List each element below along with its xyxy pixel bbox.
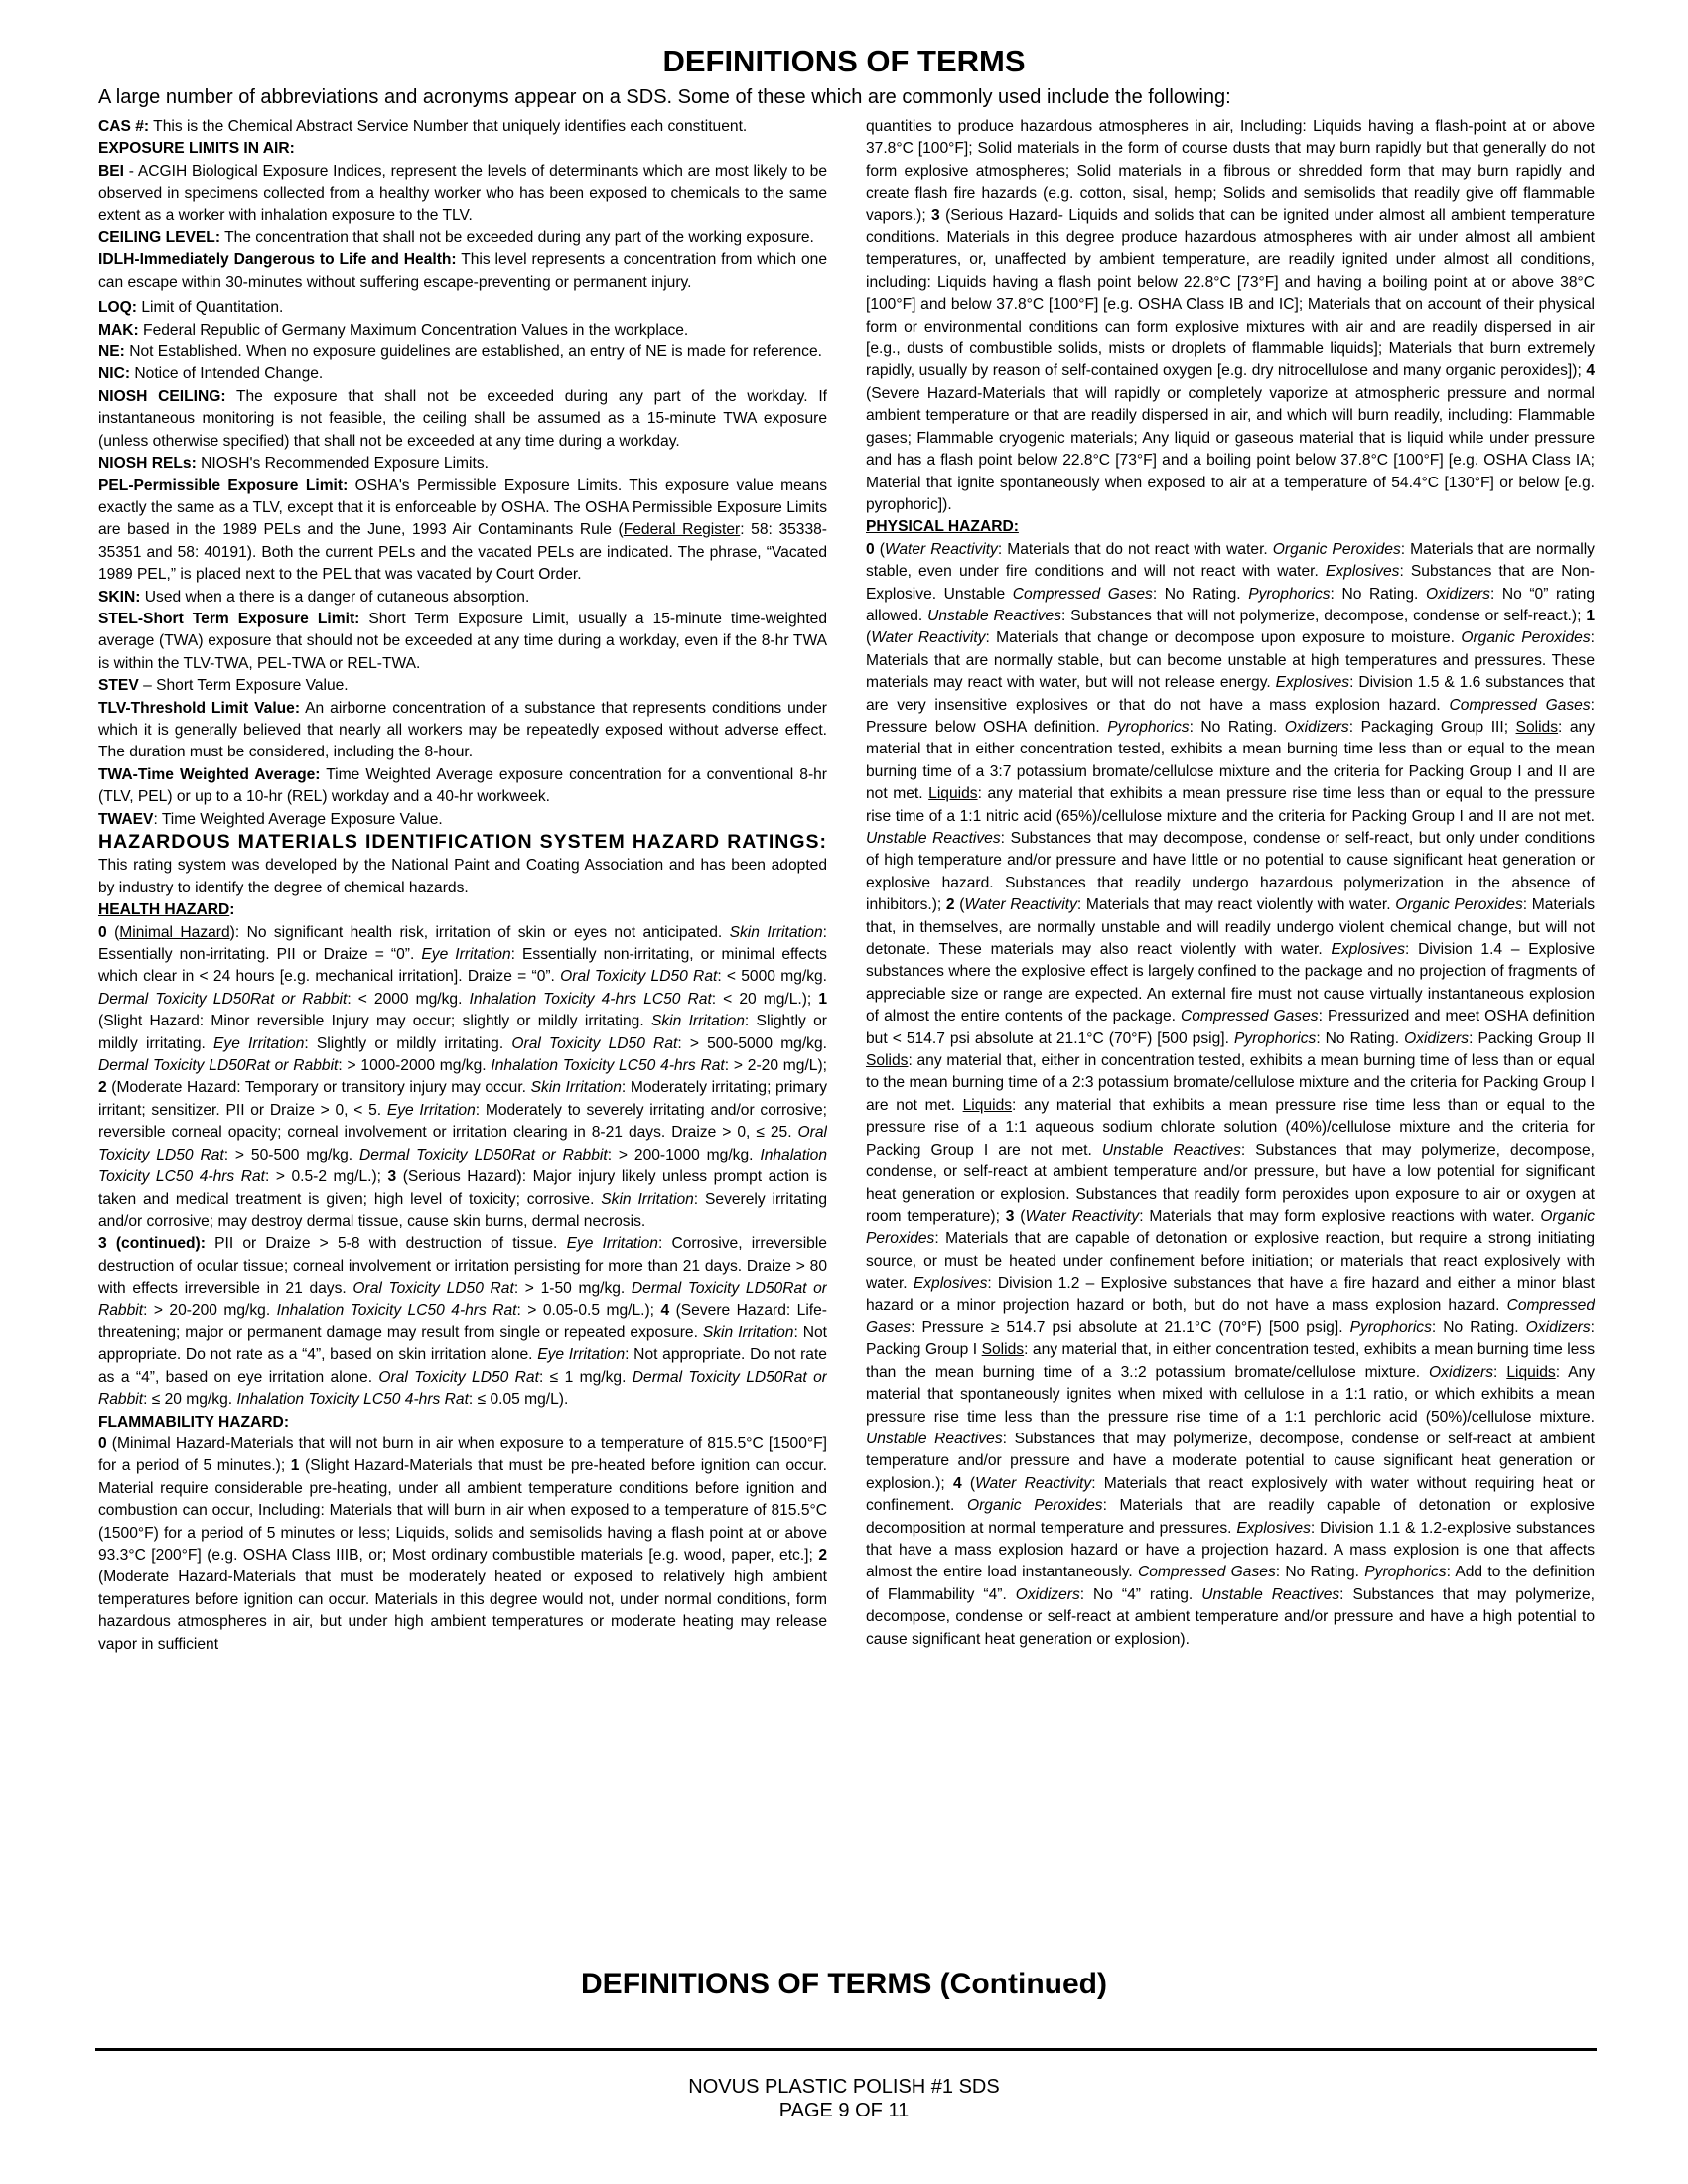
physical-hazard-text: 0 (Water Reactivity: Materials that do not react with water. Organic Peroxides: Materials that are normally stable, even under fire conditions and will not react with water. Explosives: Substances that are Non-Explosive. Unstable Compressed Gases: No Rating. Pyrophorics: No Rating. Oxidizers: No “0” rating allowed. Unstable Reactives: Substances that will not polymerize, decompose, condense or self-react.); 1 (Water Reactivity: Materials that change or decompose upon exposure to moisture. Organic Peroxides: Materials that are normally stable, but can become unstable at high temperatures and pressures. These materials may react with water, but will not release energy. Explosives: Division 1.5 & 1.6 substances that are very insensitive explosives or that do not have a mass explosion hazard. Compressed Gases: Pressure below OSHA definition. Pyrophorics: No Rating. Oxidizers: Packaging Group III; Solids: any material that in either concentration tested, exhibits a mean burning time less than or equal to the mean burning time of a 3:7 potassium bromate/cellulose mixture and the criteria for Packing Group I and II are not met. Liquids: any material that exhibits a mean pressure rise time less than or equal to the pressure rise time of a 1:1 nitric acid (65%)/cellulose mixture and the criteria for Packing Group I and II are not met. Unstable Reactives: Substances that may decompose, condense or self-react, but only under conditions of high temperature and/or pressure and have little or no potential to cause significant heat generation or explosive hazard. Substances that readily undergo hazardous polymerization in the absence of inhibitors.); 2 (Water Reactivity: Materials that may react violently with water. Organic Peroxides: Materials that, in themselves, are normally unstable and will readily undergo violent chemical change, but will not detonate. These materials may also react violently with water. Explosives: Division 1.4 – Explosive substances where the explosive effect is largely confined to the package and no projection of fragments of appreciable size or range are expected. An external fire must not cause virtually instantaneous explosion of almost the entire contents of the package. Compressed Gases: Pressurized and meet OSHA definition but < 514.7 psi absolute at 21.1°C (70°F) [500 psig]. Pyrophorics: No Rating. Oxidizers: Packing Group II Solids: any material that, either in concentration tested, exhibits a mean burning time of less than or equal to the mean burning time of a 2:3 potassium bromate/cellulose mixture and the criteria for Packing Group I are not met. Liquids: any material that exhibits a mean pressure rise time less than or equal to the pressure rise of a 1:1 aqueous sodium chlorate solution (40%)/cellulose mixture and the criteria for Packing Group I are not met. Unstable Reactives: Substances that may polymerize, decompose, condense, or self-react at ambient temperature and/or pressure, but have a low potential for significant heat generation or explosion. Substances that readily form peroxides upon exposure to air or oxygen at room temperature); 3 (Water Reactivity: Materials that may form explosive reactions with water. Organic Peroxides: Materials that are capable of detonation or explosive reaction, but require a strong initiating source, or must be heated under confinement before initiation; or materials that react explosively with water. Explosives: Division 1.2 – Explosive substances that have a fire hazard and either a minor blast hazard or a minor projection hazard or both, but do not have a mass explosion hazard. Compressed Gases: Pressure ≥ 514.7 psi absolute at 21.1°C (70°F) [500 psig]. Pyrophorics: No Rating. Oxidizers: Packing Group I Solids: any material that, in either concentration tested, exhibits a mean burning time less than the mean burning time of a 3.:2 potassium bromate/cellulose mixture. Oxidizers: Liquids: Any material that spontaneously ignites when mixed with cellulose in a 1:1 ratio, or which exhibits a mean pressure rise time less than the pressure rise time of a 1:1 perchloric acid (50%)/cellulose mixture. Unstable Reactives: Substances that may polymerize, decompose, condense or self-react at ambient temperature and/or pressure and have a moderate potential to cause significant heat generation or explosion.); 4 (Water Reactivity: Materials that react explosively with water without requiring heat or confinement. Organic Peroxides: Materials that are readily capable of detonation or explosive decomposition at normal temperature and pressures. Explosives: Division 1.1 & 1.2-explosive substances that have a mass explosion hazard or have a projection hazard. A mass explosion is one that affects almost the entire load instantaneously. Compressed Gases: No Rating. Pyrophorics: Add to the definition of Flammability “4”. Oxidizers: No “4” rating. Unstable Reactives: Substances that may polymerize, decompose, condense or self-react at ambient temperature and/or pressure and have a high potential to cause significant heat generation or explosion). xyxy=(866,540,1595,1648)
health-hazard-3-continued: 3 (continued): PII or Draize > 5-8 with destruction of tissue. Eye Irritation: Corrosive, irreversible destruction of ocular tissue; corneal involvement or irritation persisting for more than 21 days. Draize > 80 with effects irreversible in 21 days. Oral Toxicity LD50 Rat: > 1-50 mg/kg. Dermal Toxicity LD50Rat or Rabbit: > 20-200 mg/kg. Inhalation Toxicity LC50 4-hrs Rat: > 0.05-0.5 mg/L.); 4 (Severe Hazard: Life-threatening; major or permanent damage may result from single or repeated exposure. Skin Irritation: Not appropriate. Do not rate as a “4”, based on skin irritation alone. Eye Irritation: Not appropriate. Do not rate as a “4”, based on eye irritation alone. Oral Toxicity LD50 Rat: ≤ 1 mg/kg. Dermal Toxicity LD50Rat or Rabbit: ≤ 20 mg/kg. Inhalation Toxicity LC50 4-hrs Rat: ≤ 0.05 mg/L). xyxy=(98,1235,827,1409)
definition-nic: NIC: Notice of Intended Change. xyxy=(98,365,324,383)
definition-tlv: TLV-Threshold Limit Value: An airborne concentration of a substance that represents conditions under which it is generally believed that nearly all workers may be repeatedly exposed without adverse effect. The duration must be considered, including the 8-hour. xyxy=(98,699,827,761)
right-column xyxy=(866,116,1595,1968)
definition-hmis: HAZARDOUS MATERIALS IDENTIFICATION SYSTEM HAZARD RATINGS: This rating system was developed by the National Paint and Coating Association and has been adopted by industry to identify the degree of chemical hazards. xyxy=(98,831,827,896)
intro-text: A large number of abbreviations and acronyms appear on a SDS. Some of these which are commonly used include the following: xyxy=(98,86,1231,108)
definition-loq: LOQ: Limit of Quantitation. xyxy=(98,299,284,317)
definition-stel: STEL-Short Term Exposure Limit: Short Term Exposure Limit, usually a 15-minute time-weighted average (TWA) exposure that should not be exceeded at any time during a workday, even if the 8-hr TWA is within the TLV-TWA, PEL-TWA or REL-TWA. xyxy=(98,610,827,672)
definition-stev: STEV – Short Term Exposure Value. xyxy=(98,677,349,695)
footer-product: NOVUS PLASTIC POLISH #1 SDS xyxy=(688,2076,1000,2098)
definition-cas: CAS #: This is the Chemical Abstract Service Number that uniquely identifies each constituent. xyxy=(98,118,748,135)
footer-divider xyxy=(95,2048,1597,2051)
exposure-limits-heading: EXPOSURE LIMITS IN AIR: xyxy=(98,140,295,158)
flammability-hazard-heading: FLAMMABILITY HAZARD: xyxy=(98,1413,290,1431)
definition-niosh-ceiling: NIOSH CEILING: The exposure that shall not be exceeded during any part of the workday. If instantaneous monitoring is not feasible, the ceiling shall be assumed as a 15-minute TWA exposure (unless otherwise specified) that shall not be exceeded at any time during a workday. xyxy=(98,387,827,450)
left-column xyxy=(98,116,827,1968)
flammability-hazard-text: 0 (Minimal Hazard-Materials that will not burn in air when exposure to a temperature of 815.5°C [1500°F] for a period of 5 minutes.); 1 (Slight Hazard-Materials that must be pre-heated before ignition can occur. Material require considerable pre-heating, under all ambient temperature conditions before ignition and combustion can occur, Including: Materials that will burn in air when exposed to a temperature of 815.5°C (1500°F) for a period of 5 minutes or less; Liquids, solids and semisolids having a flash point at or above 93.3°C [200°F] (e.g. OSHA Class IIIB, or; Most ordinary combustible materials [e.g. wood, paper, etc.]; 2 (Moderate Hazard-Materials that must be moderately heated or exposed to relatively high ambient temperatures before ignition can occur. Materials in this degree would not, under normal conditions, form hazardous atmospheres in air, but under high ambient temperatures or moderate heating may release vapor in sufficient xyxy=(98,1434,827,1653)
footer-page-number: PAGE 9 OF 11 xyxy=(778,2100,910,2121)
health-hazard-text: 0 (Minimal Hazard): No significant health risk, irritation of skin or eyes not anticipated. Skin Irritation: Essentially non-irritating. PII or Draize = “0”. Eye Irritation: Essentially non-irritating, or minimal effects which clear in < 24 hours [e.g. mechanical irritation]. Draize = “0”. Oral Toxicity LD50 Rat: < 5000 mg/kg. Dermal Toxicity LD50Rat or Rabbit: < 2000 mg/kg. Inhalation Toxicity 4-hrs LC50 Rat: < 20 mg/L.); 1 (Slight Hazard: Minor reversible Injury may occur; slightly or mildly irritating. Skin Irritation: Slightly or mildly irritating. Eye Irritation: Slightly or mildly irritating. Oral Toxicity LD50 Rat: > 500-5000 mg/kg. Dermal Toxicity LD50Rat or Rabbit: > 1000-2000 mg/kg. Inhalation Toxicity LC50 4-hrs Rat: > 2-20 mg/L); 2 (Moderate Hazard: Temporary or transitory injury may occur. Skin Irritation: Moderately irritating; primary irritant; sensitizer. PII or Draize > 0, < 5. Eye Irritation: Moderately to severely irritating and/or corrosive; reversible corneal opacity; corneal involvement or irritation clearing in 8-21 days. Draize > 0, ≤ 25. Oral Toxicity LD50 Rat: > 50-500 mg/kg. Dermal Toxicity LD50Rat or Rabbit: > 200-1000 mg/kg. Inhalation Toxicity LC50 4-hrs Rat: > 0.5-2 mg/L.); 3 (Serious Hazard): Major injury likely unless prompt action is taken and medical treatment is given; high level of toxicity; corrosive. Skin Irritation: Severely irritating and/or corrosive; may destroy dermal tissue, cause skin burns, dermal necrosis. xyxy=(98,923,827,1230)
page-title: DEFINITIONS OF TERMS xyxy=(662,44,1026,78)
flammability-hazard-continued: quantities to produce hazardous atmospheres in air, Including: Liquids having a flash-point at or above 37.8°C [100°F]; Solid materials in the form of course dusts that may burn rapidly but that generally do not form explosive atmospheres; Solid materials in a fibrous or shredded form that may burn rapidly and create flash fire hazards (e.g. cotton, sisal, hemp; Solids and semisolids that readily give off flammable vapors.); 3 (Serious Hazard- Liquids and solids that can be ignited under almost all ambient temperature conditions. Materials in this degree produce hazardous atmospheres with air under almost all ambient temperatures, or, unaffected by ambient temperature, are readily ignited under almost all conditions, including: Liquids having a flash point below 22.8°C [73°F] and having a boiling point at or above 38°C [100°F] and below 37.8°C [100°F] [e.g. OSHA Class IB and IC]; Materials that on account of their physical form or environmental conditions can form explosive mixtures with air and are readily dispersed in air [e.g., dusts of combustible solids, mists or droplets of flammable liquids]; Materials that burn extremely rapidly, usually by reason of self-contained oxygen [e.g. dry nitrocellulose and many organic peroxides]); 4 (Severe Hazard-Materials that will rapidly or completely vaporize at atmospheric pressure and normal ambient temperature or that are readily dispersed in air, and which will burn readily, including: Flammable gases; Flammable cryogenic materials; Any liquid or gaseous material that is liquid while under pressure and has a flash point below 22.8°C [73°F] and a boiling point below 37.8°C [100°F] [e.g. OSHA Class IA; Material that ignite spontaneously when exposed to air at a temperature of 54.4°C [130°F] or below [e.g. pyrophoric]). xyxy=(866,118,1595,513)
definition-pel: PEL-Permissible Exposure Limit: OSHA's Permissible Exposure Limits. This exposure value means exactly the same as a TLV, except that it is enforceable by OSHA. The OSHA Permissible Exposure Limits are based in the 1989 PELs and the June, 1993 Air Contaminants Rule (Federal Register: 58: 35338-35351 and 58: 40191). Both the current PELs and the vacated PELs are indicated. The phrase, “Vacated 1989 PEL,” is placed next to the PEL that was vacated by Court Order. xyxy=(98,477,827,584)
definition-ne: NE: Not Established. When no exposure guidelines are established, an entry of NE is made for reference. xyxy=(98,343,822,361)
definition-twaev: TWAEV: Time Weighted Average Exposure Value. xyxy=(98,810,443,828)
definition-niosh-rels: NIOSH RELs: NIOSH's Recommended Exposure Limits. xyxy=(98,455,489,473)
physical-hazard-heading: PHYSICAL HAZARD: xyxy=(866,518,1019,536)
continued-title: DEFINITIONS OF TERMS (Continued) xyxy=(581,1968,1107,2000)
definition-twa: TWA-Time Weighted Average: Time Weighted Average exposure concentration for a conventional 8-hr (TLV, PEL) or up to a 10-hr (REL) workday and a 40-hr workweek. xyxy=(98,765,827,806)
definition-skin: SKIN: Used when a there is a danger of cutaneous absorption. xyxy=(98,588,530,606)
definition-bei: BEI - ACGIH Biological Exposure Indices, represent the levels of determinants which are most likely to be observed in specimens collected from a healthy worker who has been exposed to chemicals to the same extent as a worker with inhalation exposure to the TLV. xyxy=(98,162,827,224)
health-hazard-heading: HEALTH HAZARD: xyxy=(98,901,235,919)
definition-ceiling: CEILING LEVEL: The concentration that shall not be exceeded during any part of the working exposure. xyxy=(98,229,814,247)
definition-idlh: IDLH-Immediately Dangerous to Life and Health: This level represents a concentration from which one can escape within 30-minutes without suffering escape-preventing or permanent injury. xyxy=(98,251,827,291)
definition-mak: MAK: Federal Republic of Germany Maximum Concentration Values in the workplace. xyxy=(98,321,689,339)
